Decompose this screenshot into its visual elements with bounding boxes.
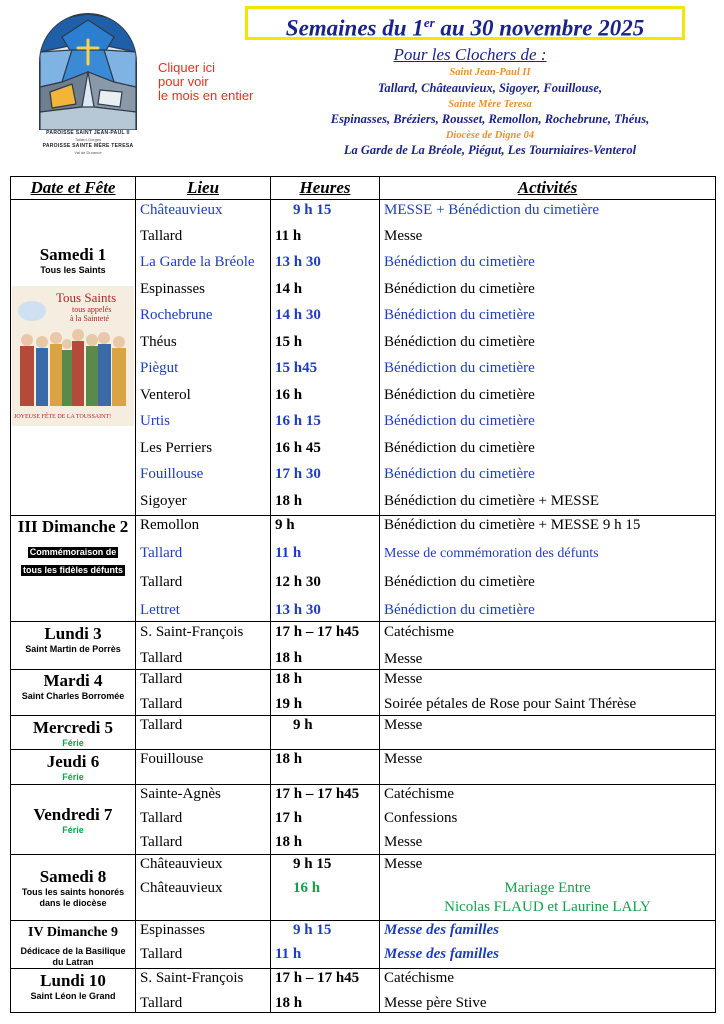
parish-name-3: Diocèse de Digne 04 xyxy=(445,130,535,141)
feast-name: Tous les Saints xyxy=(40,265,106,275)
activite-cell xyxy=(380,921,716,969)
event-activite: MESSE + Bénédiction du cimetière xyxy=(384,202,600,218)
lieu-cell xyxy=(136,622,271,670)
event-activite: Messe xyxy=(384,751,423,767)
event-lieu: Urtis xyxy=(140,413,170,429)
event-heure: 9 h 15 xyxy=(293,856,332,872)
event-heure: 11 h xyxy=(275,946,302,962)
event-heure: 9 h 15 xyxy=(293,922,332,938)
event-heure: 18 h xyxy=(275,834,303,850)
day-name: IV Dimanche 9 xyxy=(28,925,118,940)
event-activite: Messe xyxy=(384,651,423,667)
event-heure: 18 h xyxy=(275,650,303,666)
event-lieu: Lettret xyxy=(140,602,180,618)
event-activite: Bénédiction du cimetière + MESSE 9 h 15 xyxy=(384,517,641,533)
date-cell xyxy=(11,969,136,1013)
feast-name: Dédicace de la Basilique xyxy=(20,946,126,956)
feast-name: Saint Léon le Grand xyxy=(30,991,116,1001)
event-heure: 16 h xyxy=(293,880,321,896)
event-activite: Catéchisme xyxy=(384,786,454,802)
logo-parish-2: PAROISSE SAINTE MÈRE TERESA xyxy=(42,143,134,149)
clochers-heading: Pour les Clochers de : xyxy=(393,45,547,64)
event-activite: Messe xyxy=(384,228,423,244)
event-activite: Messe xyxy=(384,856,423,872)
event-heure: 9 h 15 xyxy=(293,202,332,218)
table-row xyxy=(11,921,716,969)
event-lieu: Venterol xyxy=(140,387,191,403)
event-activite: Bénédiction du cimetière xyxy=(384,387,535,403)
event-heure: 18 h xyxy=(275,995,303,1011)
event-lieu: Sainte-Agnès xyxy=(140,786,221,802)
event-activite: Messe xyxy=(384,717,423,733)
day-name: III Dimanche 2 xyxy=(17,517,129,536)
heure-cell xyxy=(271,200,380,516)
event-activite: Nicolas FLAUD et Laurine LALY xyxy=(444,899,651,915)
event-activite: Bénédiction du cimetière xyxy=(384,466,535,482)
all-saints-image xyxy=(12,286,134,426)
village-list-2: Espinasses, Bréziers, Rousset, Remollon, Rochebrune, Théus, xyxy=(330,112,650,126)
event-lieu: Tallard xyxy=(140,545,183,561)
feast-name: Commémoraison de xyxy=(29,547,117,557)
image-subtitle-2: à la Sainteté xyxy=(70,314,110,323)
event-activite: Messe père Stive xyxy=(384,995,487,1011)
lieu-cell xyxy=(136,785,271,855)
logo-subtitle-1: Tallard-Gorges xyxy=(74,137,102,142)
day-name: Mardi 4 xyxy=(43,671,103,690)
event-lieu: Tallard xyxy=(140,810,183,826)
heure-cell xyxy=(271,670,380,716)
feast-name: Saint Charles Borromée xyxy=(21,691,125,701)
activite-cell xyxy=(380,855,716,921)
table-header-row xyxy=(11,177,716,200)
lieu-cell xyxy=(136,921,271,969)
event-heure: 17 h xyxy=(275,810,303,826)
parish-name-2: Sainte Mère Teresa xyxy=(448,99,532,110)
feast-name: Tous les saints honorés xyxy=(21,886,125,897)
event-activite: Bénédiction du cimetière xyxy=(384,413,535,429)
event-heure: 13 h 30 xyxy=(275,602,321,618)
heure-cell xyxy=(271,622,380,670)
event-heure: 9 h xyxy=(293,717,313,733)
event-heure: 18 h xyxy=(275,671,303,687)
event-activite: Messe xyxy=(384,671,423,687)
parish-logo[interactable] xyxy=(32,12,144,162)
event-heure: 14 h xyxy=(275,281,303,297)
event-heure: 17 h 30 xyxy=(275,466,321,482)
date-cell xyxy=(11,855,136,921)
event-heure: 13 h 30 xyxy=(275,254,321,270)
event-heure: 17 h – 17 h45 xyxy=(275,786,360,802)
event-lieu: Rochebrune xyxy=(140,307,213,323)
image-footer: JOYEUSE FÊTE DE LA TOUSSAINT! xyxy=(14,414,112,420)
activite-cell xyxy=(380,670,716,716)
event-heure: 12 h 30 xyxy=(275,574,321,590)
feast-name: Férie xyxy=(62,772,84,782)
image-subtitle-1: tous appelés xyxy=(72,305,112,314)
view-month-link-line3[interactable]: le mois en entier xyxy=(158,88,254,103)
event-activite: Bénédiction du cimetière xyxy=(384,334,535,350)
event-lieu: Tallard xyxy=(140,574,183,590)
date-cell xyxy=(11,716,136,750)
event-activite: Bénédiction du cimetière xyxy=(384,281,535,297)
event-heure: 15 h45 xyxy=(275,360,318,376)
event-lieu: Sigoyer xyxy=(140,493,187,509)
event-activite: Messe xyxy=(384,834,423,850)
view-month-link[interactable] xyxy=(158,61,253,103)
feast-name: Saint Martin de Porrès xyxy=(25,644,121,654)
day-name: Samedi 1 xyxy=(39,245,107,264)
event-activite: Bénédiction du cimetière xyxy=(384,254,535,270)
feast-name: tous les fidèles défunts xyxy=(22,565,124,575)
heure-cell xyxy=(271,516,380,622)
event-heure: 18 h xyxy=(275,493,303,509)
activite-cell xyxy=(380,969,716,1013)
feast-name: dans le diocèse xyxy=(39,897,107,908)
event-activite: Confessions xyxy=(384,810,458,826)
event-heure: 14 h 30 xyxy=(275,307,321,323)
page-title: Semaines du 1er au 30 novembre 2025 xyxy=(285,15,645,41)
table-row xyxy=(11,716,716,750)
event-heure: 16 h 15 xyxy=(275,413,321,429)
event-lieu: Fouillouse xyxy=(140,466,204,482)
activite-cell xyxy=(380,516,716,622)
day-name: Lundi 10 xyxy=(40,971,106,990)
event-heure: 17 h – 17 h45 xyxy=(275,970,360,986)
view-month-link-line2[interactable]: pour voir xyxy=(158,74,209,89)
event-heure: 15 h xyxy=(275,334,303,350)
event-heure: 17 h – 17 h45 xyxy=(275,624,360,640)
event-lieu: Tallard xyxy=(140,228,183,244)
feast-name: Férie xyxy=(62,737,84,748)
event-heure: 19 h xyxy=(275,696,303,712)
table-row xyxy=(11,670,716,716)
event-lieu: S. Saint-François xyxy=(140,970,244,986)
heure-cell xyxy=(271,785,380,855)
event-lieu: Espinasses xyxy=(140,922,205,938)
header-activites: Activités xyxy=(380,177,716,200)
table-row xyxy=(11,969,716,1013)
title-box xyxy=(245,6,685,40)
event-activite: Bénédiction du cimetière xyxy=(384,307,535,323)
event-lieu: Châteauvieux xyxy=(140,880,223,896)
event-lieu: Théus xyxy=(140,334,177,350)
event-lieu: Tallard xyxy=(140,717,183,733)
date-cell xyxy=(11,785,136,855)
event-lieu: Fouillouse xyxy=(140,751,204,767)
event-activite: Bénédiction du cimetière xyxy=(384,602,535,618)
parish-name-1: Saint Jean-Paul II xyxy=(449,67,531,78)
header-heures: Heures xyxy=(271,177,380,200)
heure-cell xyxy=(271,855,380,921)
event-activite: Catéchisme xyxy=(384,970,454,986)
event-heure: 16 h xyxy=(275,387,303,403)
heure-cell xyxy=(271,921,380,969)
feast-name: du Latran xyxy=(52,957,94,967)
event-heure: 9 h xyxy=(275,517,295,533)
stained-glass-window-icon xyxy=(32,12,144,130)
event-lieu: Les Perriers xyxy=(140,440,213,456)
day-name: Mercredi 5 xyxy=(32,717,114,737)
lieu-cell xyxy=(136,855,271,921)
event-activite: Messe des familles xyxy=(384,922,499,938)
event-heure: 11 h xyxy=(275,545,302,561)
event-activite: Mariage Entre xyxy=(504,880,591,896)
event-activite: Bénédiction du cimetière xyxy=(384,440,535,456)
event-lieu: Piègut xyxy=(140,360,179,376)
event-lieu: Tallard xyxy=(140,946,183,962)
lieu-cell xyxy=(136,516,271,622)
image-title: Tous Saints xyxy=(56,290,117,305)
table-row xyxy=(11,516,716,622)
day-name: Samedi 8 xyxy=(39,866,107,886)
event-lieu: Tallard xyxy=(140,995,183,1011)
lieu-cell xyxy=(136,670,271,716)
header-date: Date et Fête xyxy=(11,177,136,200)
village-list-3: La Garde de La Bréole, Piégut, Les Tourniaires-Venterol xyxy=(343,143,637,157)
table-row xyxy=(11,855,716,921)
table-row xyxy=(11,785,716,855)
heure-cell xyxy=(271,750,380,785)
table-row xyxy=(11,750,716,785)
event-activite: Bénédiction du cimetière xyxy=(384,360,535,376)
lieu-cell xyxy=(136,750,271,785)
event-lieu: Tallard xyxy=(140,696,183,712)
event-lieu: Espinasses xyxy=(140,281,205,297)
day-name: Jeudi 6 xyxy=(46,752,100,771)
date-cell xyxy=(11,200,136,516)
view-month-link-line1[interactable]: Cliquer ici xyxy=(158,60,216,75)
event-heure: 16 h 45 xyxy=(275,440,321,456)
event-activite: Bénédiction du cimetière + MESSE xyxy=(384,493,600,509)
logo-parish-1: PAROISSE SAINT JEAN-PAUL II xyxy=(46,130,130,136)
event-activite: Catéchisme xyxy=(384,624,454,640)
day-name: Lundi 3 xyxy=(44,624,102,643)
lieu-cell xyxy=(136,716,271,750)
activite-cell xyxy=(380,750,716,785)
activite-cell xyxy=(380,200,716,516)
activite-cell xyxy=(380,716,716,750)
lieu-cell xyxy=(136,969,271,1013)
date-cell xyxy=(11,516,136,622)
event-lieu: Châteauvieux xyxy=(140,856,223,872)
event-activite: Bénédiction du cimetière xyxy=(384,574,535,590)
event-heure: 18 h xyxy=(275,751,303,767)
activite-cell xyxy=(380,785,716,855)
schedule-table xyxy=(10,176,716,1013)
event-lieu: S. Saint-François xyxy=(140,624,244,640)
feast-name: Férie xyxy=(62,824,84,835)
event-lieu: Tallard xyxy=(140,650,183,666)
event-lieu: Tallard xyxy=(140,834,183,850)
event-activite: Soirée pétales de Rose pour Saint Thérèse xyxy=(384,696,637,712)
table-row xyxy=(11,200,716,516)
table-row xyxy=(11,622,716,670)
event-activite: Messe de commémoration des défunts xyxy=(384,546,599,561)
event-lieu: Tallard xyxy=(140,671,183,687)
event-activite: Messe des familles xyxy=(384,946,499,962)
event-lieu: Remollon xyxy=(140,517,200,533)
heure-cell xyxy=(271,716,380,750)
header-lieu: Lieu xyxy=(136,177,271,200)
date-cell xyxy=(11,750,136,785)
logo-subtitle-2: Val de Durance xyxy=(74,150,102,155)
village-list-1: Tallard, Châteauvieux, Sigoyer, Fouillouse, xyxy=(377,81,603,95)
heure-cell xyxy=(271,969,380,1013)
activite-cell xyxy=(380,622,716,670)
event-lieu: Châteauvieux xyxy=(140,202,223,218)
date-cell xyxy=(11,921,136,969)
date-cell xyxy=(11,670,136,716)
date-cell xyxy=(11,622,136,670)
event-heure: 11 h xyxy=(275,228,302,244)
day-name: Vendredi 7 xyxy=(33,804,113,824)
lieu-cell xyxy=(136,200,271,516)
event-lieu: La Garde la Bréole xyxy=(140,254,255,270)
